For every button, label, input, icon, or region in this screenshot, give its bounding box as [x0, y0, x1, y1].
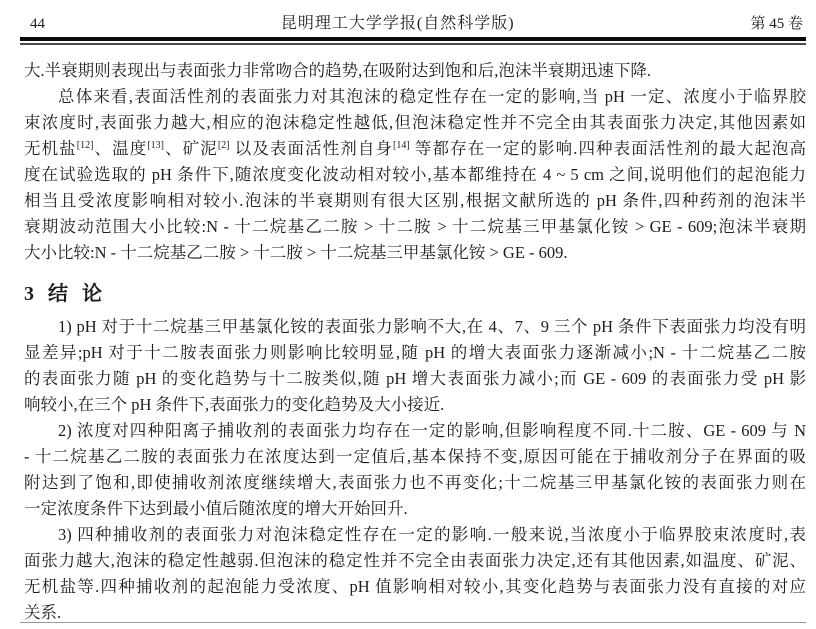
text-line: [24, 136, 806, 162]
page-header: [0, 0, 816, 33]
conclusion-paragraphs: [24, 314, 806, 626]
text-line: - 十二烷基乙二胺的表面张力在浓度达到一定值后,基本保持不变,原因可能在于捕收剂分子在界面的吸: [24, 447, 806, 466]
text-line: 大.半衰期则表现出与表面张力非常吻合的趋势,在吸附达到饱和后,泡沫半衰期迅速下降.: [24, 61, 651, 80]
text-segment: 无机盐: [24, 139, 77, 158]
page-number: 44: [30, 16, 45, 32]
section-heading: 3 结 论: [24, 283, 102, 305]
text-line: 的表面张力随 pH 的变化趋势与十二胺类似,随 pH 增大表面张力减小;而 GE - 609 的表面张力受 pH 影: [24, 369, 806, 388]
text-line: 1) pH 对于十二烷基三甲基氯化铵的表面张力影响不大,在 4、7、9 三个 pH 条件下表面张力均没有明: [58, 317, 806, 336]
text-line: 一定浓度条件下达到最小值后随浓度的增大开始回升.: [24, 499, 408, 518]
text-segment: 以及表面活性剂自身: [229, 139, 394, 158]
text-line: 2) 浓度对四种阳离子捕收剂的表面张力均存在一定的影响,但影响程度不同.十二胺、GE - 609 与 N: [58, 421, 806, 440]
article-body: [24, 58, 806, 626]
citation-ref: [14]: [393, 140, 410, 151]
text-segment: 等都存在一定的影响.四种表面活性剂的最大起泡高: [409, 139, 806, 158]
text-line: 相当且受浓度影响相对较小.泡沫的半衰期则有很大区别,根据文献所选的 pH 条件,四种药剂的泡沫半: [24, 191, 806, 210]
text-segment: 、温度: [93, 139, 148, 158]
header-rule: [20, 37, 806, 45]
text-line: 衰期波动范围大小比较:N - 十二烷基乙二胺 > 十二胺 > 十二烷基三甲基氯化铵 > GE - 609;泡沫半衰期: [24, 217, 806, 236]
text-line: 附达到了饱和,即使捕收剂浓度继续增大,表面张力也不再变化;十二烷基三甲基氯化铵的表面张力则在: [24, 473, 806, 492]
text-line: 度在试验选取的 pH 条件下,随浓度变化波动相对较小,基本都维持在 4 ~ 5 cm 之间,说明他们的起泡能力: [24, 165, 806, 184]
journal-title: 昆明理工大学学报(自然科学版): [280, 15, 515, 32]
text-line: 显差异;pH 对于十二胺表面张力则影响比较明显,随 pH 的增大表面张力逐渐减小;N - 十二烷基乙二胺: [24, 343, 806, 362]
text-line: 束浓度时,表面张力越大,相应的泡沫稳定性越低,但泡沫稳定性并不完全由其表面张力决定,其他因素如: [24, 113, 806, 132]
text-line: 3) 四种捕收剂的表面张力对泡沫稳定性存在一定的影响.一般来说,当浓度小于临界胶束浓度时,表: [58, 525, 806, 544]
text-line: 关系.: [24, 603, 62, 622]
text-line: 响较小,在三个 pH 条件下,表面张力的变化趋势及大小接近.: [24, 395, 445, 414]
text-line: 面张力越大,泡沫的稳定性越弱.但泡沫的稳定性并不完全由表面张力决定,还有其他因素,如温度、矿泥、: [24, 551, 806, 570]
citation-ref: [13]: [147, 140, 164, 151]
header-rule-thin: [20, 43, 806, 45]
text-line: 总体来看,表面活性剂的表面张力对其泡沫的稳定性存在一定的影响,当 pH 一定、浓度小于临界胶: [58, 87, 806, 106]
text-line: 大小比较:N - 十二烷基乙二胺 > 十二胺 > 十二烷基三甲基氯化铵 > GE - 609.: [24, 243, 568, 262]
text-segment: 、矿泥: [163, 139, 218, 158]
citation-ref: [12]: [76, 140, 94, 151]
volume-label: 第 45 卷: [750, 16, 803, 32]
footer-rule: [20, 622, 806, 623]
header-rule-thick: [20, 37, 806, 41]
text-line: 无机盐等.四种捕收剂的起泡能力受浓度、pH 值影响相对较小,其变化趋势与表面张力没有直接的对应: [24, 577, 806, 596]
citation-ref: [2]: [217, 140, 230, 151]
discussion-paragraphs: [24, 58, 806, 266]
